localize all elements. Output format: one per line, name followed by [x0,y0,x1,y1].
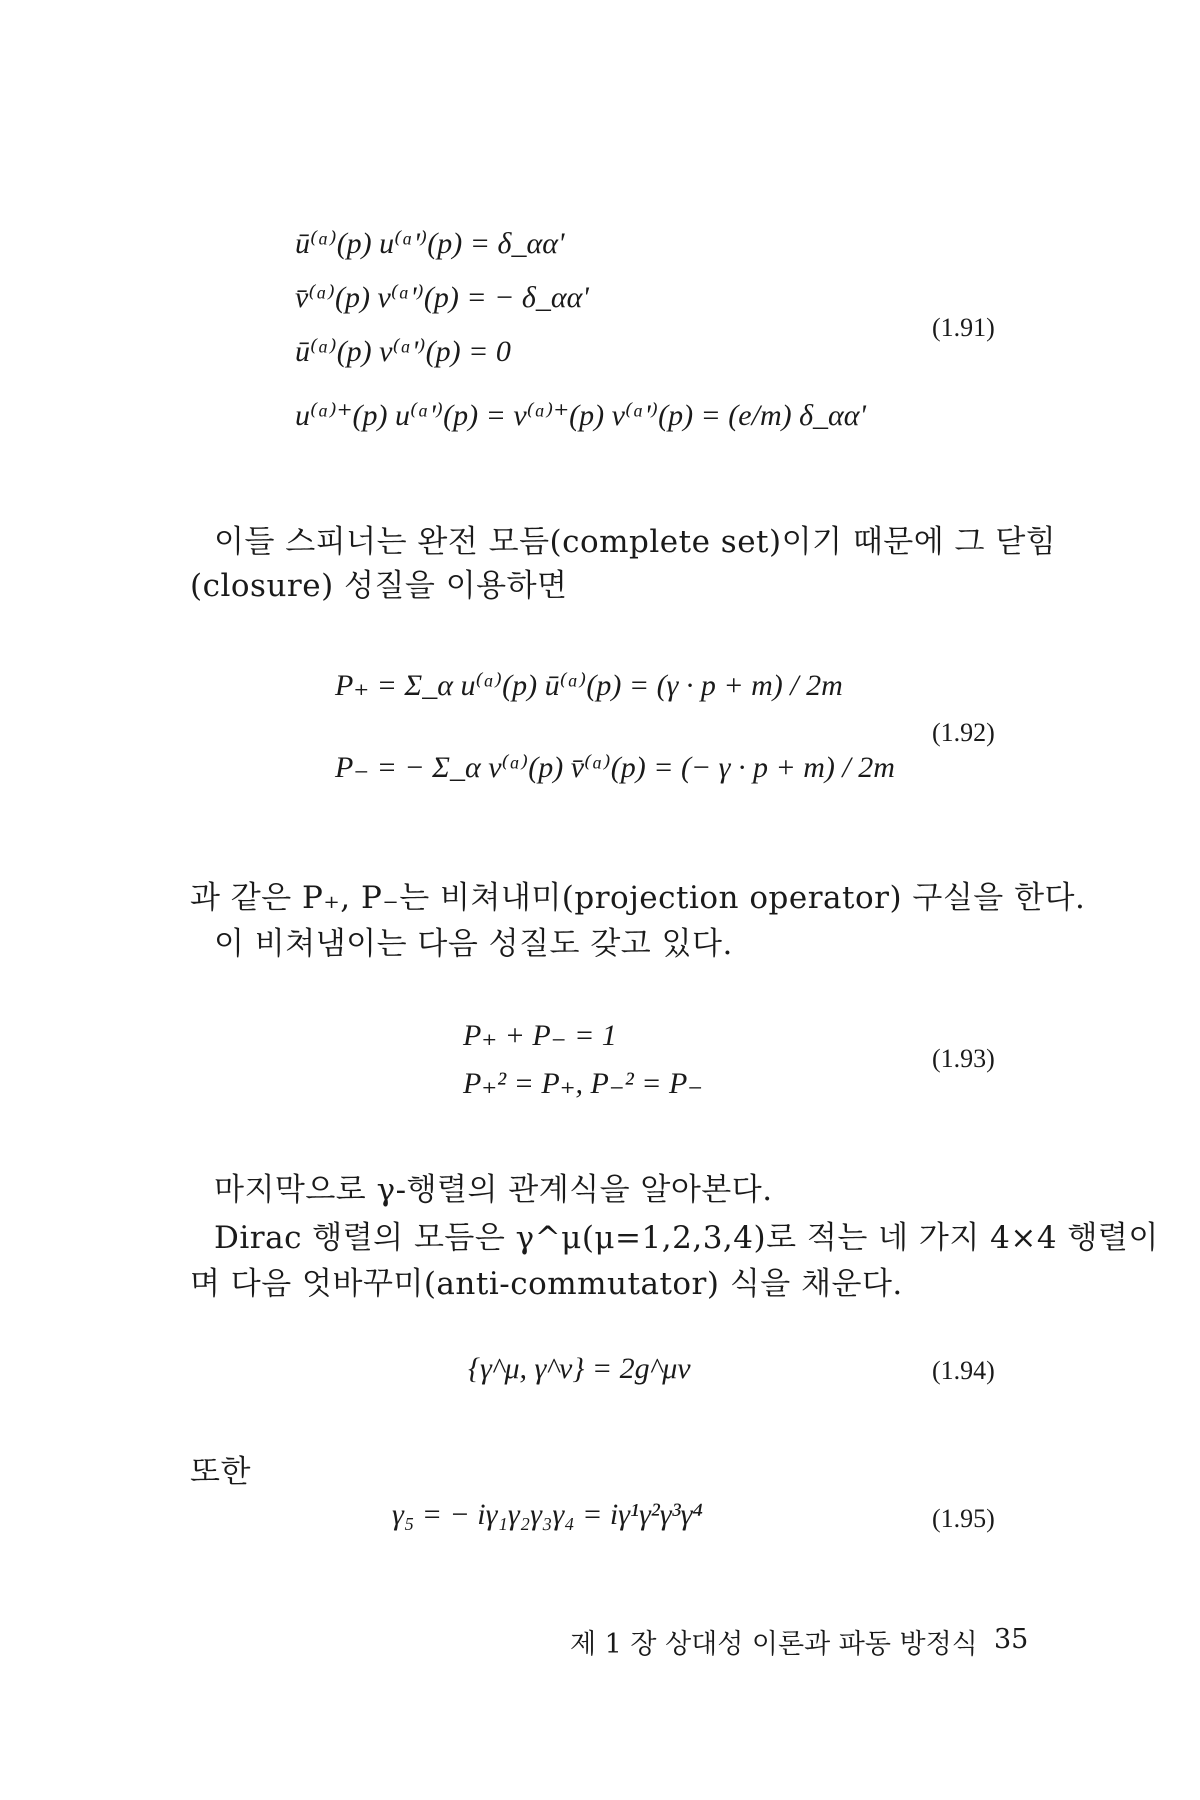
eq-1-94-number: (1.94) [932,1356,995,1385]
eq-1-91-number: (1.91) [932,313,995,342]
paragraph-4-line-2: 며 다음 엇바꾸미(anti-commutator) 식을 채운다. [190,1266,903,1302]
eq-1-91-line-4: u⁽ᵅ⁾⁺(p) u⁽ᵅ'⁾(p) = v⁽ᵅ⁾⁺(p) v⁽ᵅ'⁾(p) = (e/m) δ_αα' [295,399,866,432]
eq-1-93-number: (1.93) [932,1044,995,1073]
eq-1-92-line-1: P₊ = Σ_α u⁽ᵅ⁾(p) ū⁽ᵅ⁾(p) = (γ · p + m) / 2m [335,669,843,702]
paragraph-1-line-2: (closure) 성질을 이용하면 [190,568,568,604]
eq-1-92-line-2: P₋ = − Σ_α v⁽ᵅ⁾(p) v̄⁽ᵅ⁾(p) = (− γ · p + m) / 2m [335,751,895,784]
eq-1-91-line-1: ū⁽ᵅ⁾(p) u⁽ᵅ'⁾(p) = δ_αα' [295,227,565,260]
paragraph-2-line-2: 이 비쳐냄이는 다음 성질도 갖고 있다. [214,926,733,962]
eq-1-91-line-3: ū⁽ᵅ⁾(p) v⁽ᵅ'⁾(p) = 0 [295,335,511,368]
paragraph-5-line-1: 또한 [190,1454,251,1490]
paragraph-4-line-1: Dirac 행렬의 모듬은 γ^μ(μ=1,2,3,4)로 적는 네 가지 4×4 행렬이 [214,1220,1159,1256]
chapter-footer: 제 1 장 상대성 이론과 파동 방정식 [570,1629,978,1660]
eq-1-91-line-2: v̄⁽ᵅ⁾(p) v⁽ᵅ'⁾(p) = − δ_αα' [295,281,589,314]
paragraph-3-line-1: 마지막으로 γ-행렬의 관계식을 알아본다. [214,1172,773,1208]
eq-1-94-line-1: {γ^μ, γ^ν} = 2g^μν [468,1352,691,1385]
eq-1-93-line-2: P₊² = P₊, P₋² = P₋ [463,1067,704,1100]
page-number: 35 [994,1624,1029,1655]
paragraph-1-line-1: 이들 스피너는 완전 모듬(complete set)이기 때문에 그 닫힘 [214,524,1057,560]
eq-1-93-line-1: P₊ + P₋ = 1 [463,1019,617,1052]
eq-1-95-number: (1.95) [932,1504,995,1533]
paragraph-2-line-1: 과 같은 P₊, P₋는 비쳐내미(projection operator) 구실을 한다. [190,880,1086,916]
eq-1-95-line-1: γ₅ = − iγ₁γ₂γ₃γ₄ = iγ¹γ²γ³γ⁴ [392,1498,703,1531]
eq-1-92-number: (1.92) [932,718,995,747]
